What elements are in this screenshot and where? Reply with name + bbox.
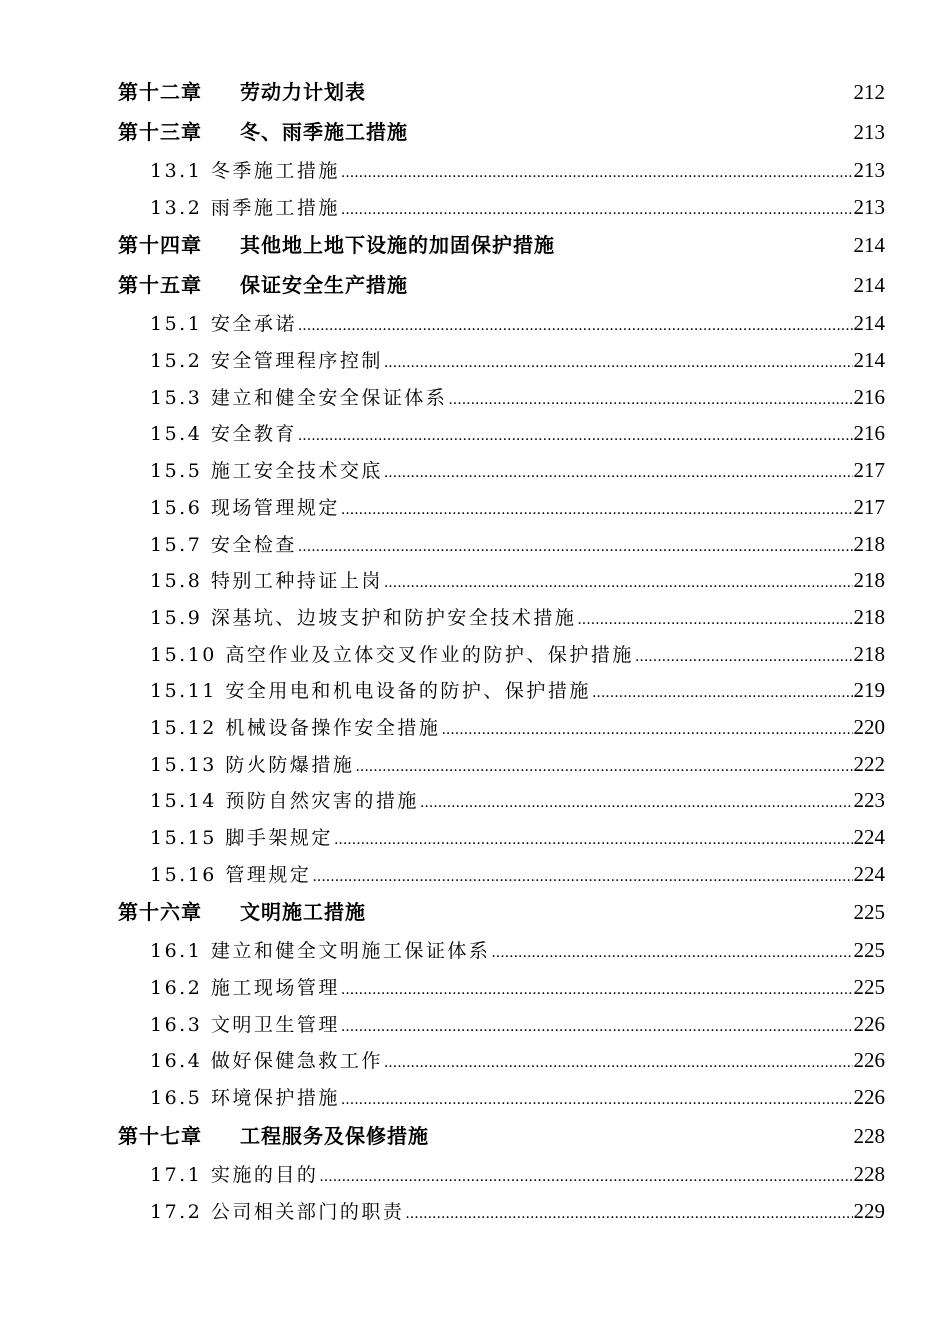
dot-leader [341, 1009, 853, 1046]
dot-leader [319, 1159, 852, 1196]
toc-section-row [118, 969, 885, 1006]
toc-section-row [118, 379, 885, 416]
dot-leader [341, 1082, 853, 1119]
toc-section-row [118, 819, 885, 856]
section-title: 13.2 雨季施工措施 [150, 196, 340, 219]
dot-leader [592, 675, 853, 712]
page-number: 216 [853, 384, 885, 409]
dot-leader [341, 155, 853, 192]
page-number: 228 [853, 1161, 885, 1186]
section-title: 15.14 预防自然灾害的措施 [150, 790, 419, 813]
section-title: 15.4 安全教育 [150, 423, 297, 446]
page-number: 226 [853, 1085, 885, 1110]
page-number: 223 [853, 788, 885, 813]
page-number: 216 [853, 421, 885, 446]
dot-leader [298, 418, 853, 455]
toc-section-row [118, 452, 885, 489]
chapter-number: 第十二章 [118, 80, 202, 104]
page-number: 218 [853, 604, 885, 629]
page-number: 224 [853, 861, 885, 886]
section-title: 15.7 安全检查 [150, 533, 297, 556]
page-number: 212 [853, 80, 885, 104]
section-title: 15.12 机械设备操作安全措施 [150, 716, 441, 739]
section-title: 16.4 做好保健急救工作 [150, 1050, 383, 1073]
section-title: 16.5 环境保护措施 [150, 1087, 340, 1110]
section-title: 16.2 施工现场管理 [150, 977, 340, 1000]
toc-section-row [118, 636, 885, 673]
toc-chapter-row [118, 892, 885, 932]
dot-leader [491, 935, 852, 972]
chapter-title: 工程服务及保修措施 [240, 1123, 429, 1148]
page-number: 226 [853, 1011, 885, 1036]
toc-chapter-row [118, 72, 885, 112]
page-number: 214 [853, 233, 885, 258]
page-number: 218 [853, 531, 885, 556]
section-title: 17.1 实施的目的 [150, 1163, 319, 1186]
dot-leader [341, 972, 853, 1009]
section-title: 15.9 深基坑、边坡支护和防护安全技术措施 [150, 606, 577, 629]
page-number: 228 [853, 1123, 885, 1148]
toc-section-row [118, 1193, 885, 1230]
section-title: 13.1 冬季施工措施 [150, 160, 340, 182]
toc-section-row [118, 189, 885, 226]
toc-section-row [118, 1006, 885, 1043]
section-title: 15.2 安全管理程序控制 [150, 350, 383, 373]
dot-leader [384, 565, 853, 602]
page-number: 220 [853, 714, 885, 739]
toc-section-row [118, 932, 885, 969]
chapter-number: 第十三章 [118, 120, 202, 144]
dot-leader [298, 529, 853, 566]
dot-leader [334, 822, 853, 859]
section-title: 15.8 特别工种持证上岗 [150, 570, 383, 593]
toc-chapter-row [118, 265, 885, 305]
page-number: 217 [853, 458, 885, 483]
chapter-title: 其他地上地下设施的加固保护措施 [240, 233, 555, 258]
page-number: 225 [853, 938, 885, 963]
page-number: 217 [853, 494, 885, 519]
section-title: 15.11 安全用电和机电设备的防护、保护措施 [150, 680, 591, 703]
page-number: 213 [853, 158, 885, 182]
page-number: 218 [853, 641, 885, 666]
section-title: 17.2 公司相关部门的职责 [150, 1200, 405, 1223]
section-title: 15.5 施工安全技术交底 [150, 460, 383, 483]
dot-leader [448, 382, 852, 419]
toc-section-row [118, 1042, 885, 1079]
dot-leader [635, 639, 853, 676]
chapter-number: 第十七章 [118, 1123, 202, 1148]
dot-leader [384, 345, 853, 382]
page-number: 226 [853, 1048, 885, 1073]
chapter-number: 第十四章 [118, 233, 202, 258]
toc-section-row [118, 599, 885, 636]
page-number: 225 [853, 975, 885, 1000]
toc-section-row [118, 305, 885, 342]
chapter-title: 冬、雨季施工措施 [240, 120, 408, 144]
dot-leader [355, 749, 852, 786]
toc-section-row [118, 526, 885, 563]
page-number: 213 [853, 120, 885, 144]
page-number: 222 [853, 751, 885, 776]
toc-section-row [118, 856, 885, 893]
chapter-number: 第十五章 [118, 273, 202, 298]
page-number: 214 [853, 311, 885, 336]
table-of-contents [118, 72, 885, 1229]
toc-section-row [118, 342, 885, 379]
toc-section-row [118, 672, 885, 709]
toc-section-row [118, 782, 885, 819]
dot-leader [298, 308, 853, 345]
section-title: 15.3 建立和健全安全保证体系 [150, 386, 448, 409]
page-number: 214 [853, 348, 885, 373]
page-number: 224 [853, 825, 885, 849]
page-number: 218 [853, 568, 885, 593]
section-title: 16.3 文明卫生管理 [150, 1013, 340, 1036]
toc-chapter-row [118, 112, 885, 152]
toc-section-row [118, 1156, 885, 1193]
chapter-title: 文明施工措施 [240, 900, 366, 925]
page-number: 229 [853, 1198, 885, 1223]
toc-section-row [118, 489, 885, 526]
toc-chapter-row [118, 1116, 885, 1156]
toc-section-row [118, 709, 885, 746]
section-title: 16.1 建立和健全文明施工保证体系 [150, 940, 491, 963]
toc-section-row [118, 1079, 885, 1116]
section-title: 15.1 安全承诺 [150, 313, 297, 336]
toc-section-row [118, 415, 885, 452]
toc-section-row [118, 562, 885, 599]
toc-section-row [118, 152, 885, 189]
chapter-title: 劳动力计划表 [240, 80, 366, 104]
dot-leader [384, 1045, 853, 1082]
dot-leader [405, 1196, 852, 1233]
page-number: 219 [853, 678, 885, 703]
page-number: 213 [853, 194, 885, 219]
section-title: 15.6 现场管理规定 [150, 496, 340, 519]
chapter-number: 第十六章 [118, 900, 202, 925]
section-title: 15.16 管理规定 [150, 863, 312, 886]
section-title: 15.15 脚手架规定 [150, 827, 333, 849]
dot-leader [441, 712, 852, 749]
dot-leader [341, 492, 853, 529]
page-number: 214 [853, 273, 885, 298]
section-title: 15.13 防火防爆措施 [150, 753, 355, 776]
section-title: 15.10 高空作业及立体交叉作业的防护、保护措施 [150, 643, 634, 666]
dot-leader [341, 192, 853, 229]
toc-chapter-row [118, 225, 885, 265]
page-number: 225 [853, 900, 885, 925]
dot-leader [384, 455, 853, 492]
dot-leader [577, 602, 852, 639]
chapter-title: 保证安全生产措施 [240, 273, 408, 298]
toc-section-row [118, 746, 885, 783]
dot-leader [312, 859, 852, 896]
dot-leader [420, 785, 853, 822]
